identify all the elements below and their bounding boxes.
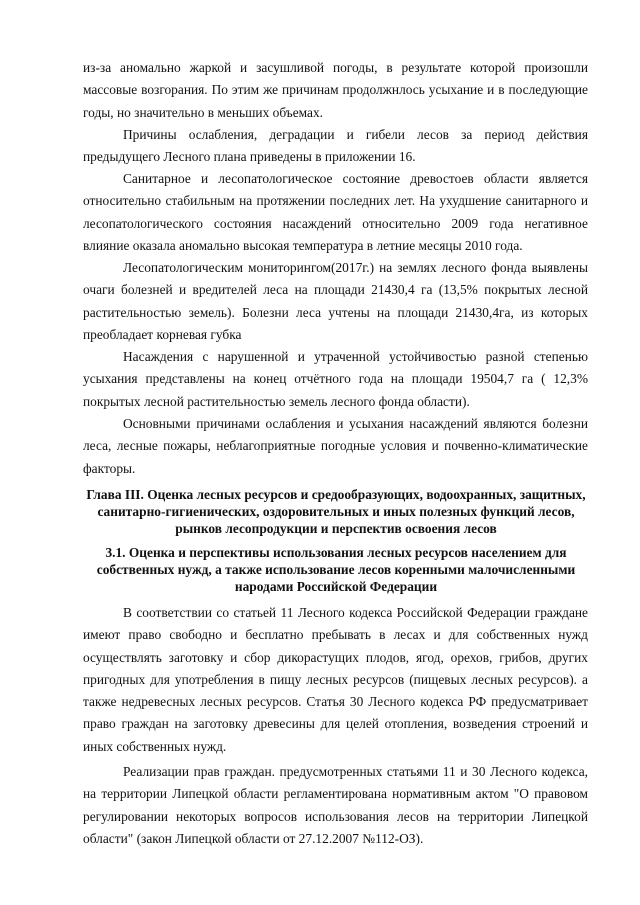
section-heading-line: народами Российской Федерации: [234, 578, 438, 594]
paragraph-sanitary-state: Санитарное и лесопатологическое состояние древостоев области является относительно стабильным на протяжении последних лет. На ухудшение санитарного и лесопатологического состояния насаждений относительно 2009 года негативное влияние оказала аномально высокая температура в летние месяцы 2010 года.: [83, 171, 588, 253]
chapter-heading-line: санитарно-гигиенических, оздоровительных и иных полезных функций лесов,: [97, 503, 575, 519]
paragraph-article-11: В соответствии со статьей 11 Лесного кодекса Российской Федерации граждане имеют право свободно и бесплатно пребывать в лесах и для собственных нужд осуществлять заготовку и сбор дикорастущих плодов, ягод, орехов, грибов, других пригодных для употребления в пищу лесных ресурсов (пищевых лесных ресурсов). а также недревесных лесных ресурсов. Статья 30 Лесного кодекса РФ предусматривает право граждан на заготовку древесины для целей отопления, возведения строений и иных собственных нужд.: [83, 605, 588, 754]
paragraph-continuation: из-за аномально жаркой и засушливой погоды, в результате которой произошли массовые возгорания. По этим же причинам продолжнлось усыхание и в последующие годы, но значительно в меньших объемах.: [83, 60, 588, 120]
chapter-heading-line: рынков лесопродукции и перспектив освоения лесов: [175, 520, 497, 536]
section-heading-line: 3.1. Оценка и перспективы использования лесных ресурсов населением для: [105, 545, 567, 560]
paragraph-main-causes: Основными причинами ослабления и усыхания насаждений являются болезни леса, лесные пожары, неблагоприятные погодные условия и почвенно-климатические факторы.: [83, 416, 588, 476]
paragraph-monitoring: Лесопатологическим мониторингом(2017г.) на землях лесного фонда выявлены очаги болезней и вредителей леса на площади 21430,4 га (13,5% покрытых лесной растительностью земель). Болезни леса учтены на площади 21430,4га, из которых преобладает корневая губка: [83, 260, 588, 342]
paragraph-causes: Причины ослабления, деградации и гибели лесов за период действия предыдущего Лесного плана приведены в приложении 16.: [83, 127, 588, 165]
chapter-heading-line: Глава III. Оценка лесных ресурсов и средообразующих, водоохранных, защитных,: [86, 487, 586, 502]
section-heading-line: собственных нужд, а также использование лесов коренными малочисленными: [96, 561, 576, 577]
paragraph-implementation: Реализации прав граждан. предусмотренных статьями 11 и 30 Лесного кодекса, на территории Липецкой области регламентирована нормативным актом "О правовом регулировании некоторых вопросов использования лесов на территории Липецкой области" (закон Липецкой области от 27.12.2007 №112-ОЗ).: [83, 764, 588, 846]
chapter-heading: [80, 487, 592, 537]
section-heading: [80, 545, 592, 595]
paragraph-disturbed-stands: Насаждения с нарушенной и утраченной устойчивостью разной степенью усыхания представлены на конец отчётного года на площади 19504,7 га ( 12,3% покрытых лесной растительностью земель лесного фонда области).: [83, 349, 588, 409]
